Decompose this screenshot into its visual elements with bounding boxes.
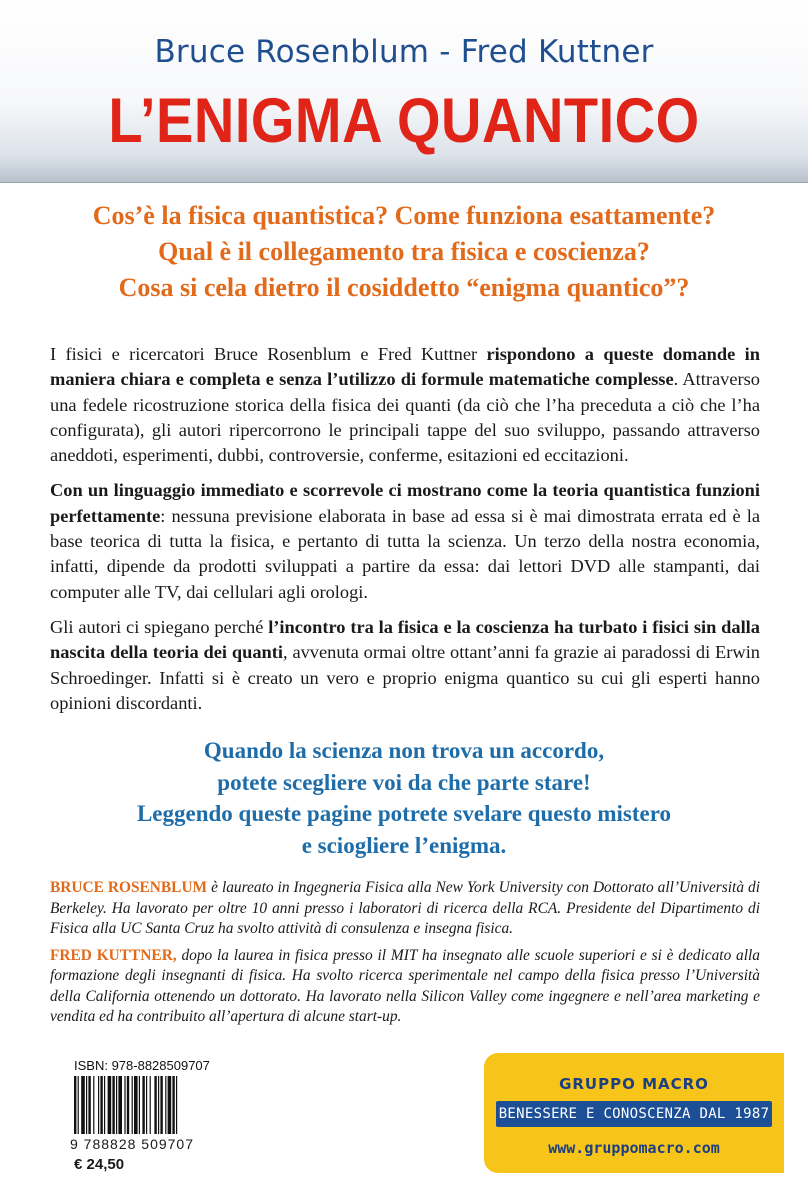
- bio-kuttner: [50, 946, 760, 1028]
- barcode-digits: 9 788828 509707: [70, 1136, 194, 1152]
- barcode-bar: [118, 1076, 122, 1134]
- barcode-bar: [172, 1076, 174, 1134]
- isbn-label: ISBN: 978-8828509707: [74, 1058, 210, 1073]
- bio-rosenblum: [50, 878, 760, 940]
- text-run: Gli autori ci spiegano perché: [50, 616, 269, 637]
- barcode-bar: [104, 1076, 105, 1134]
- barcode-bar: [146, 1076, 147, 1134]
- description-text: [50, 342, 760, 726]
- barcode-bar: [134, 1076, 138, 1134]
- callout-line: Quando la scienza non trova un accordo,: [203, 738, 605, 763]
- bio-text: è laureato in Ingegneria Fisica alla New York University con Dottorato all’Università di Berkeley. Ha lavorato per oltre 10 anni presso i laboratori di ricerca della RCA. Presidente del Dipartimento di Fisica alla UC Santa Cruz ha svolto attività di consulenza e insegna fisica.: [50, 879, 761, 937]
- callout-line: potete scegliere voi da che parte stare!: [217, 769, 591, 795]
- barcode-bar: [112, 1076, 114, 1134]
- question-line: Cosa si cela dietro il cosiddetto “enigma quantico”?: [118, 273, 690, 302]
- question-line: Cos’è la fisica quantistica? Come funziona esattamente?: [92, 201, 716, 230]
- book-authors: Bruce Rosenblum - Fred Kuttner: [154, 34, 654, 70]
- callout-line: Leggendo queste pagine potrete svelare questo mistero: [136, 801, 672, 826]
- text-run: : nessuna previsione elaborata in base ad essa si è mai dimostrata errata ed è la base teorica di tutta la fisica, e pertanto di tutta la scienza. Un terzo della nostra economia, infatti, dipende da prodotti sviluppati a partire da essa: dai lettori DVD alle stampanti, dai computer alle TV, dai cellulari agli orologi.: [50, 505, 760, 602]
- barcode-bar: [108, 1076, 112, 1134]
- callout-line: e sciogliere l’enigma.: [301, 832, 507, 858]
- paragraph-1: [50, 342, 760, 468]
- barcode-bar: [86, 1076, 87, 1134]
- barcode-bar: [98, 1076, 99, 1134]
- barcode-bar: [74, 1076, 76, 1134]
- barcode-bar: [142, 1076, 144, 1134]
- paragraph-2: [50, 478, 760, 604]
- question-line: Qual è il collegamento tra fisica e coscienza?: [158, 237, 650, 266]
- publisher-badge: [484, 1053, 784, 1173]
- barcode-bar: [124, 1076, 125, 1134]
- paragraph-3: [50, 615, 760, 716]
- barcode-bar: [127, 1076, 129, 1134]
- text-run: , avvenuta ormai oltre ottant’anni fa grazie ai paradossi di Erwin Schroedinger. Infatti si è creato un vero e proprio enigma quantico su cui gli esperti hanno opinioni discordanti.: [50, 642, 760, 713]
- barcode-bar: [81, 1076, 85, 1134]
- bio-name: FRED KUTTNER,: [50, 946, 177, 964]
- callout-text: [20, 735, 788, 861]
- cover-header: [0, 0, 808, 183]
- publisher-tagline: BENESSERE E CONOSCENZA DAL 1987: [496, 1101, 772, 1127]
- barcode-bar: [116, 1076, 117, 1134]
- book-title: L’ENIGMA QUANTICO: [108, 85, 700, 156]
- barcode-bar: [100, 1076, 102, 1134]
- text-run-bold: l’incontro tra la fisica e la coscienza ha turbato i fisici sin dalla nascita della teoria dei quanti: [50, 616, 760, 663]
- text-run: . Attraverso una fedele ricostruzione storica della fisica dei quanti (da ciò che l’ha preceduta a ciò che l’ha configurata), gli autori ripercorrono le principali tappe del suo sviluppo, passando attraverso aneddoti, esperimenti, dubbi, controversie, conferme, esitazioni ed eccitazioni.: [50, 369, 760, 466]
- barcode-bar: [168, 1076, 172, 1134]
- barcode-bar: [93, 1076, 94, 1134]
- barcode-bar: [78, 1076, 79, 1134]
- bio-text: dopo la laurea in fisica presso il MIT ha insegnato alle scuole superiori e si è dedicato alla formazione degli insegnanti di fisica. Ha svolto ricerca sperimentale nel campo della fisica presso l’Università della California ottenendo un dottorato. Ha lavorato nella Silicon Valley come ingegnere e nell’area marketing e vendita ed ha contribuito all’apertura di alcune start-up.: [50, 946, 760, 1025]
- barcode-bar: [139, 1076, 140, 1134]
- text-run-bold: Con un linguaggio immediato e scorrevole ci mostrano come la teoria quantistica funzioni perfettamente: [50, 480, 760, 526]
- key-questions: [20, 198, 788, 306]
- barcode-bar: [165, 1076, 166, 1134]
- barcode-bar: [176, 1076, 177, 1134]
- barcode-bar: [154, 1076, 156, 1134]
- bio-name: BRUCE ROSENBLUM: [50, 879, 208, 896]
- price: € 24,50: [74, 1156, 125, 1173]
- publisher-url: www.gruppomacro.com: [548, 1139, 720, 1157]
- author-bios: [50, 878, 760, 1034]
- text-run-bold: rispondono a queste domande in maniera chiara e completa e senza l’utilizzo di formule matematiche complesse: [50, 344, 760, 390]
- barcode-bar: [158, 1076, 159, 1134]
- barcode-bar: [150, 1076, 151, 1134]
- publisher-name: GRUPPO MACRO: [559, 1075, 709, 1093]
- text-run: I fisici e ricercatori Bruce Rosenblum e Fred Kuttner: [50, 344, 487, 364]
- barcode-bar: [160, 1076, 162, 1134]
- barcode-icon: [70, 1076, 220, 1138]
- barcode-bar: [88, 1076, 90, 1134]
- barcode-bar: [132, 1076, 133, 1134]
